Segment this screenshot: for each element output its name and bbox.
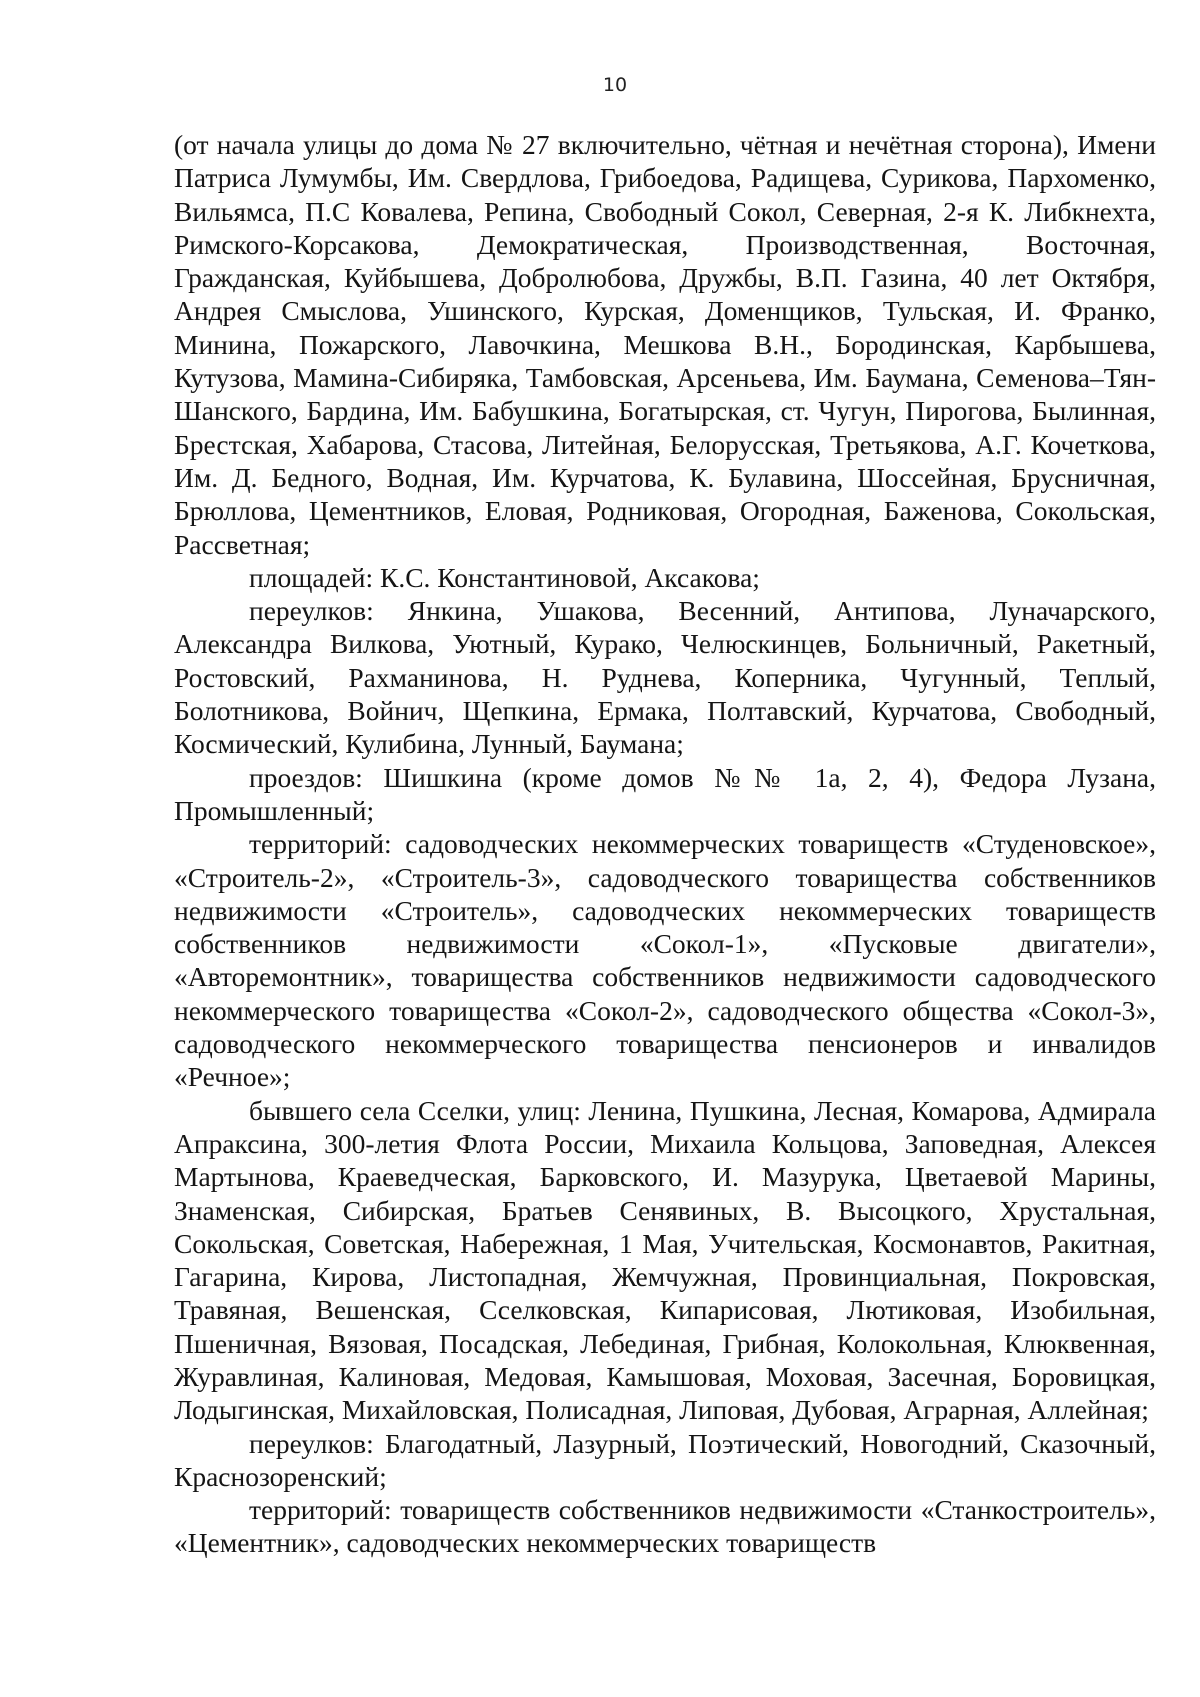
document-body: [174, 128, 1156, 1560]
paragraph-lanes: переулков: Янкина, Ушакова, Весенний, Антипова, Луначарского, Александра Вилкова, Уютный, Курако, Челюскинцев, Больничный, Ракетный, Ростовский, Рахманинова, Н. Руднева, Коперника, Чугунный, Теплый, Болотникова, Войнич, Щепкина, Ермака, Полтавский, Курчатова, Свободный, Космический, Кулибина, Лунный, Баумана;: [174, 595, 1156, 760]
paragraph-passages: проездов: Шишкина (кроме домов №№ 1а, 2, 4), Федора Лузана, Промышленный;: [174, 761, 1156, 826]
paragraph-former-village-streets: бывшего села Сселки, улиц: Ленина, Пушкина, Лесная, Комарова, Адмирала Апраксина, 300-летия Флота России, Михаила Кольцова, Заповедная, Алексея Мартынова, Краеведческая, Барковского, И. Мазурука, Цветаевой Марины, Знаменская, Сибирская, Братьев Сенявиных, В. Высоцкого, Хрустальная, Сокольская, Советская, Набережная, 1 Мая, Учительская, Космонавтов, Ракитная, Гагарина, Кирова, Листопадная, Жемчужная, Провинциальная, Покровская, Травяная, Вешенская, Сселковская, Кипарисовая, Лютиковая, Изобильная, Пшеничная, Вязовая, Посадская, Лебединая, Грибная, Колокольная, Клюквенная, Журавлиная, Калиновая, Медовая, Камышовая, Моховая, Засечная, Боровицкая, Лодыгинская, Михайловская, Полисадная, Липовая, Дубовая, Аграрная, Аллейная;: [174, 1094, 1156, 1426]
paragraph-former-village-lanes: переулков: Благодатный, Лазурный, Поэтический, Новогодний, Сказочный, Краснозоренский;: [174, 1427, 1156, 1492]
paragraph-streets-continued: (от начала улицы до дома № 27 включительно, чётная и нечётная сторона), Имени Патриса Лумумбы, Им. Свердлова, Грибоедова, Радищева, Сурикова, Пархоменко, Вильямса, П.С Ковалева, Репина, Свободный Сокол, Северная, 2-я К. Либкнехта, Римского-Корсакова, Демократическая, Производственная, Восточная, Гражданская, Куйбышева, Добролюбова, Дружбы, В.П. Газина, 40 лет Октября, Андрея Смыслова, Ушинского, Курская, Доменщиков, Тульская, И. Франко, Минина, Пожарского, Лавочкина, Мешкова В.Н., Бородинская, Карбышева, Кутузова, Мамина-Сибиряка, Тамбовская, Арсеньева, Им. Баумана, Семенова–Тян-Шанского, Бардина, Им. Бабушкина, Богатырская, ст. Чугун, Пирогова, Былинная, Брестская, Хабарова, Стасова, Литейная, Белорусская, Третьякова, А.Г. Кочеткова, Им. Д. Бедного, Водная, Им. Курчатова, К. Булавина, Шоссейная, Брусничная, Брюллова, Цементников, Еловая, Родниковая, Огородная, Баженова, Сокольская, Рассветная;: [174, 129, 1156, 560]
paragraph-territories: территорий: садоводческих некоммерческих товариществ «Студеновское», «Строитель-2», «Строитель-3», садоводческого товарищества собственников недвижимости «Строитель», садоводческих некоммерческих товариществ собственников недвижимости «Сокол-1», «Пусковые двигатели», «Авторемонтник», товарищества собственников недвижимости садоводческого некоммерческого товарищества «Сокол-2», садоводческого общества «Сокол-3», садоводческого некоммерческого товарищества пенсионеров и инвалидов «Речное»;: [174, 828, 1156, 1093]
page-number: 10: [602, 74, 628, 96]
paragraph-squares: площадей: К.С. Константиновой, Аксакова;: [249, 561, 760, 593]
paragraph-former-village-territories: территорий: товариществ собственников недвижимости «Станкостроитель», «Цементник», садоводческих некоммерческих товариществ: [174, 1494, 1156, 1559]
